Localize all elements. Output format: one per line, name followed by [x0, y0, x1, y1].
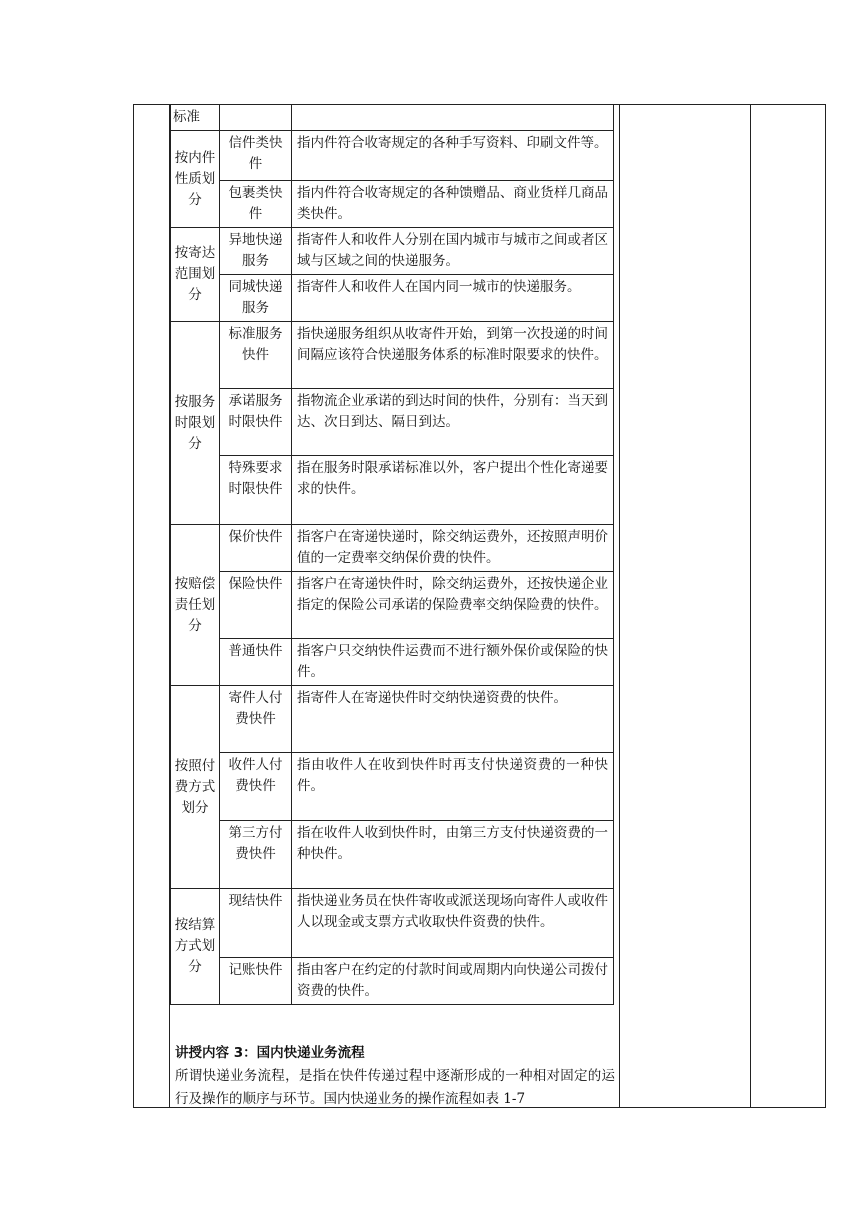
- type-cell: 第三方付费快件: [220, 821, 292, 889]
- table-row: [171, 105, 614, 131]
- express-classification-table: [170, 104, 614, 1005]
- description-cell: 指在服务时限承诺标准以外，客户提出个性化寄递要求的快件。: [292, 456, 614, 525]
- section-heading: 讲授内容 3：国内快递业务流程: [175, 1045, 365, 1061]
- type-cell: 标准服务快件: [220, 322, 292, 389]
- table-row: [171, 639, 614, 686]
- type-cell: 承诺服务时限快件: [220, 389, 292, 456]
- table-row: [171, 131, 614, 181]
- type-cell: 保价快件: [220, 525, 292, 572]
- category-cell: 标准: [171, 105, 220, 131]
- table-row: [171, 181, 614, 228]
- lecture-section: [175, 1042, 615, 1111]
- table-row: [171, 958, 614, 1005]
- category-cell: 按寄达范围划分: [171, 228, 220, 322]
- category-cell: 按内件性质划分: [171, 131, 220, 228]
- type-cell: 收件人付费快件: [220, 753, 292, 821]
- description-cell: 指寄件人在寄递快件时交纳快递资费的快件。: [292, 686, 614, 753]
- type-cell: 保险快件: [220, 572, 292, 639]
- description-cell: [292, 105, 614, 131]
- description-cell: 指客户在寄递快件时，除交纳运费外，还按快递企业指定的保险公司承诺的保险费率交纳保险费的快件。: [292, 572, 614, 639]
- column-divider: [750, 104, 751, 1108]
- type-cell: 特殊要求时限快件: [220, 456, 292, 525]
- table-row: [171, 322, 614, 389]
- description-cell: 指快递服务组织从收寄件开始，到第一次投递的时间间隔应该符合快递服务体系的标准时限要求的快件。: [292, 322, 614, 389]
- category-cell: 按照付费方式划分: [171, 686, 220, 889]
- description-cell: 指客户在寄递快递时，除交纳运费外，还按照声明价值的一定费率交纳保价费的快件。: [292, 525, 614, 572]
- type-cell: [220, 105, 292, 131]
- type-cell: 现结快件: [220, 889, 292, 958]
- description-cell: 指在收件人收到快件时，由第三方支付快递资费的一种快件。: [292, 821, 614, 889]
- description-cell: 指寄件人和收件人在国内同一城市的快递服务。: [292, 275, 614, 322]
- section-paragraph: 所谓快递业务流程，是指在快件传递过程中逐渐形成的一种相对固定的运行及操作的顺序与环节。国内快递业务的操作流程如表 1-7: [175, 1068, 615, 1107]
- table-row: [171, 456, 614, 525]
- description-cell: 指物流企业承诺的到达时间的快件，分别有：当天到达、次日到达、隔日到达。: [292, 389, 614, 456]
- column-divider: [619, 104, 620, 1108]
- category-cell: 按赔偿责任划分: [171, 525, 220, 686]
- table-row: [171, 389, 614, 456]
- table-row: [171, 525, 614, 572]
- type-cell: 异地快递服务: [220, 228, 292, 275]
- category-cell: 按结算方式划分: [171, 889, 220, 1005]
- description-cell: 指内件符合收寄规定的各种手写资料、印刷文件等。: [292, 131, 614, 181]
- table-row: [171, 275, 614, 322]
- table-row: [171, 889, 614, 958]
- type-cell: 同城快递服务: [220, 275, 292, 322]
- type-cell: 普通快件: [220, 639, 292, 686]
- table-row: [171, 686, 614, 753]
- type-cell: 信件类快件: [220, 131, 292, 181]
- table-row: [171, 821, 614, 889]
- table-row: [171, 228, 614, 275]
- description-cell: 指寄件人和收件人分别在国内城市与城市之间或者区域与区域之间的快递服务。: [292, 228, 614, 275]
- table-row: [171, 753, 614, 821]
- description-cell: 指内件符合收寄规定的各种馈赠品、商业货样几商品类快件。: [292, 181, 614, 228]
- type-cell: 包裹类快件: [220, 181, 292, 228]
- description-cell: 指快递业务员在快件寄收或派送现场向寄件人或收件人以现金或支票方式收取快件资费的快件。: [292, 889, 614, 958]
- description-cell: 指由收件人在收到快件时再支付快递资费的一种快件。: [292, 753, 614, 821]
- description-cell: 指客户只交纳快件运费而不进行额外保价或保险的快件。: [292, 639, 614, 686]
- type-cell: 寄件人付费快件: [220, 686, 292, 753]
- category-cell: 按服务时限划分: [171, 322, 220, 525]
- table-row: [171, 572, 614, 639]
- type-cell: 记账快件: [220, 958, 292, 1005]
- description-cell: 指由客户在约定的付款时间或周期内向快递公司拨付资费的快件。: [292, 958, 614, 1005]
